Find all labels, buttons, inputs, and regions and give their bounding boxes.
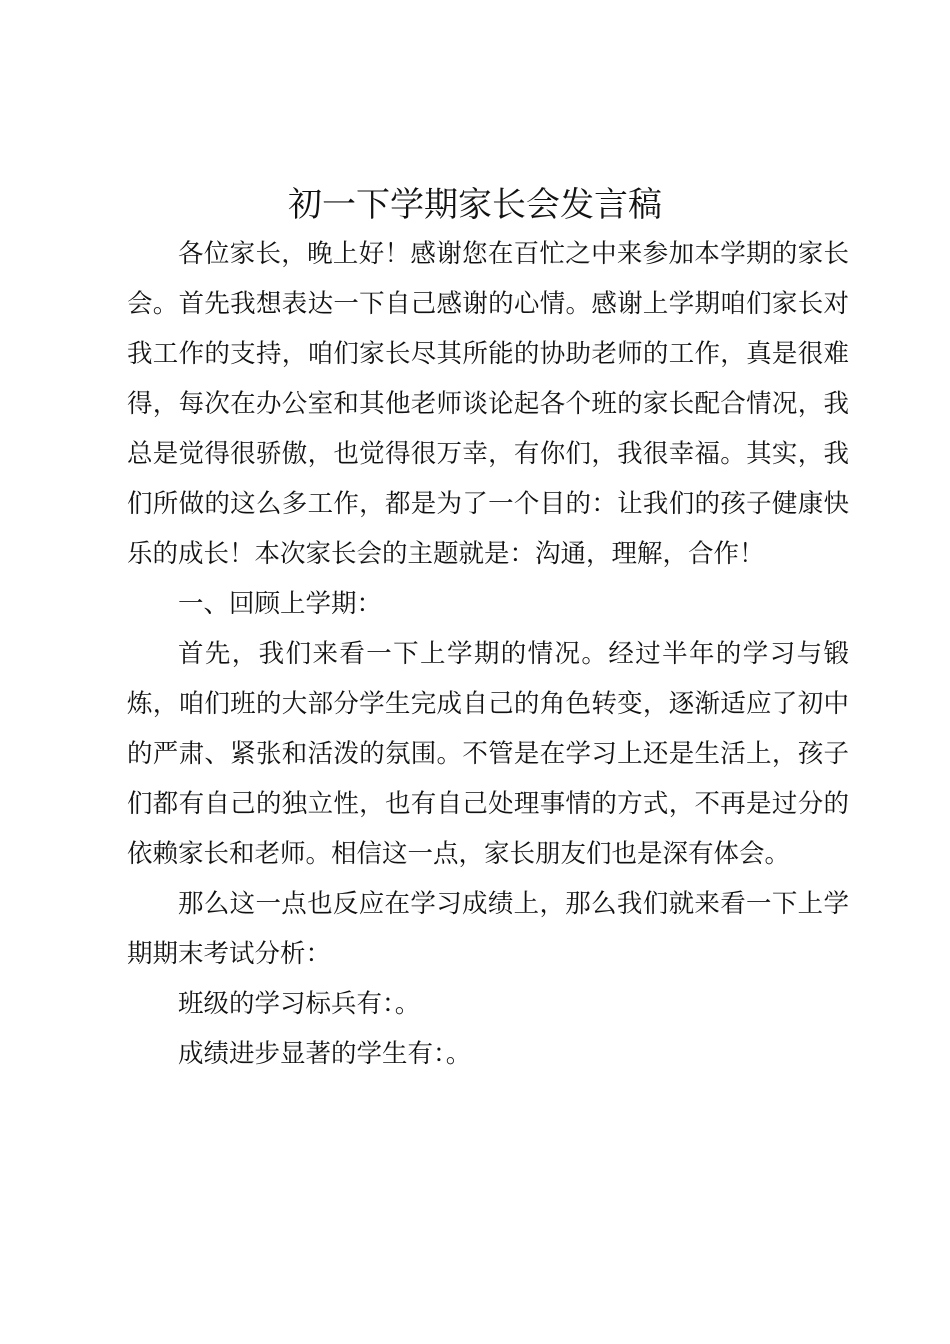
paragraph-last-semester: 首先，我们来看一下上学期的情况。经过半年的学习与锻炼，咱们班的大部分学生完成自己的角色转变，逐渐适应了初中的严肃、紧张和活泼的氛围。不管是在学习上还是生活上，孩子们都有自己的独立性，也有自己处理事情的方式，不再是过分的依赖家长和老师。相信这一点，家长朋友们也是深有体会。 [127, 639, 849, 869]
section-heading-review: 一、回顾上学期： [178, 589, 383, 619]
paragraph-model-students: 班级的学习标兵有：。 [178, 989, 421, 1019]
paragraph-improved-students: 成绩进步显著的学生有：。 [178, 1039, 472, 1069]
paragraph-greeting: 各位家长，晚上好！感谢您在百忙之中来参加本学期的家长会。首先我想表达一下自己感谢的心情。感谢上学期咱们家长对我工作的支持，咱们家长尽其所能的协助老师的工作，真是很难得，每次在办公室和其他老师谈论起各个班的家长配合情况，我总是觉得很骄傲，也觉得很万幸，有你们，我很幸福。其实，我们所做的这么多工作，都是为了一个目的：让我们的孩子健康快乐的成长！本次家长会的主题就是：沟通，理解，合作！ [127, 239, 849, 569]
paragraph-exam-analysis: 那么这一点也反应在学习成绩上，那么我们就来看一下上学期期末考试分析： [127, 889, 849, 969]
document-title: 初一下学期家长会发言稿 [288, 185, 662, 225]
document-body [127, 229, 849, 1079]
